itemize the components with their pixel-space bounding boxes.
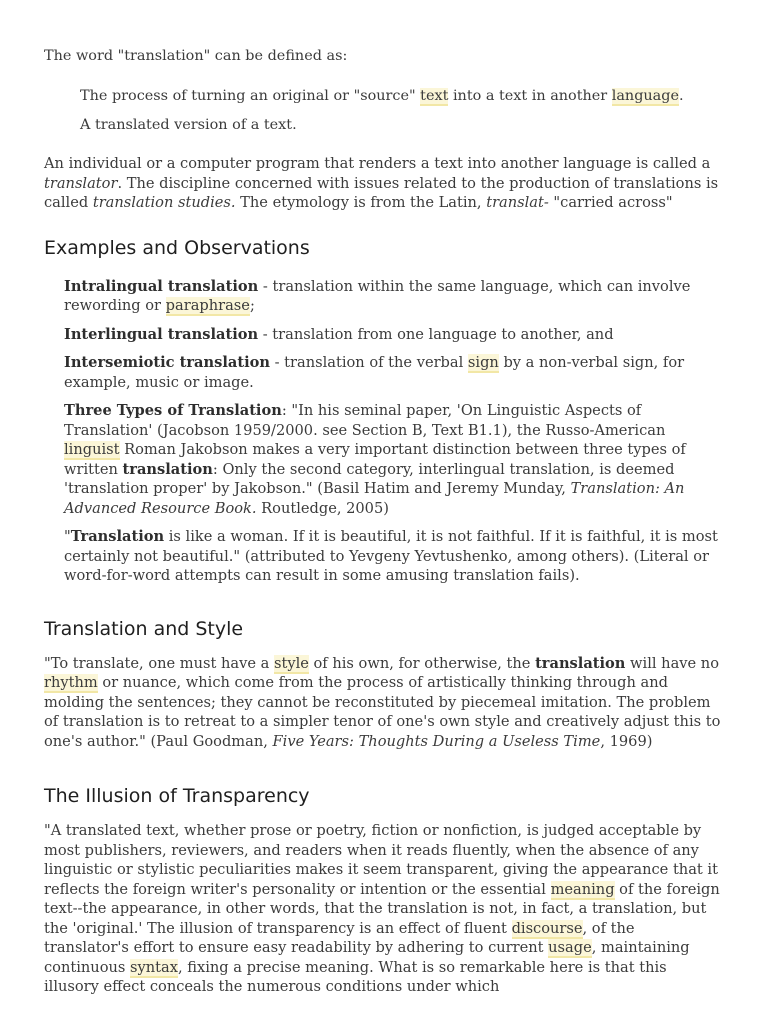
translator-paragraph — [44, 154, 724, 213]
definition-version: A translated version of a text. — [80, 117, 297, 133]
definition-process-text-a: The process of turning an original or "source" — [80, 88, 421, 104]
illusion-paragraph-text-e: , fixing a precise meaning. What is so remarkable here is that this illusory effect conceals the numerous conditions under which — [44, 958, 667, 995]
illusion-paragraph — [44, 821, 724, 997]
illusion-paragraph-text-a: "A translated text, whether prose or poetry, fiction or nonfiction, is judged acceptable by most publishers, reviewers, and readers when it reads fluently, when the absence of any linguistic or stylistic peculiarities makes it seem transparent, giving the appearance that it reflects the foreign writer's personality or intention or the essential — [44, 822, 718, 898]
link-discourse[interactable]: discourse — [511, 919, 583, 937]
illusion-paragraph-text-c: , of the translator's effort to ensure easy readability by adhering to current — [44, 919, 635, 956]
heading-illusion-transparency: The Illusion of Transparency — [44, 785, 310, 807]
translator-paragraph-text-d: "carried across" — [548, 194, 673, 211]
style-paragraph-text-b: of his own, for otherwise, the — [308, 654, 536, 672]
term-intralingual: Intralingual translation — [64, 277, 259, 295]
definition-process-text-b: into a text in another — [448, 88, 612, 104]
term-translation-studies: translation studies. — [92, 194, 236, 211]
term-intersemiotic: Intersemiotic translation — [64, 354, 270, 371]
link-syntax[interactable]: syntax — [130, 958, 178, 976]
link-text[interactable]: text — [420, 88, 449, 104]
link-sign[interactable]: sign — [467, 354, 499, 371]
term-translation: translation — [122, 460, 213, 478]
citation-book: Translation: An Advanced Resource Book. — [64, 480, 685, 517]
link-linguist[interactable]: linguist — [64, 441, 120, 458]
list-item-text-c: : Only the second category, interlingual translation, is deemed 'translation proper' by Jakobson." (Basil Hatim and Jeremy Munday, — [64, 460, 675, 497]
style-paragraph — [44, 654, 724, 752]
link-rhythm[interactable]: rhythm — [44, 674, 98, 691]
illusion-paragraph-text-d: , maintaining continuous — [44, 939, 690, 976]
list-item — [64, 401, 724, 518]
list-item — [64, 325, 724, 345]
list-item-text-a: : "In his seminal paper, 'On Linguistic Aspects of Translation' (Jacobson 1959/2000. see Section B, Text B1.1), the Russo-American — [64, 402, 666, 439]
style-paragraph-text-d: or nuance, which come from the process of artistically thinking through and molding the sentences; they cannot be reconstituted by piecemeal imitation. The problem of translation is to retreat to a simpler tenor of one's own style and creatively adjust this to one's author." (Paul Goodman, — [44, 674, 721, 750]
translator-paragraph-text-a: An individual or a computer program that renders a text into another language is called a — [44, 155, 711, 172]
term-interlingual: Interlingual translation — [64, 325, 259, 343]
definition-process — [44, 87, 724, 106]
translator-paragraph-text-b: . The discipline concerned with issues related to the production of translations is called — [44, 174, 719, 211]
list-item — [64, 527, 724, 586]
style-paragraph-text-c: will have no — [625, 654, 719, 672]
link-meaning[interactable]: meaning — [550, 880, 615, 898]
link-paraphrase[interactable]: paraphrase — [165, 297, 250, 314]
list-item-text-a: - translation from one language to another, and — [258, 325, 614, 343]
list-item-text-b: ; — [249, 297, 255, 314]
list-item-text-b: Roman Jakobson makes a very important distinction between three types of written — [64, 441, 686, 478]
term-translation-style: translation — [535, 654, 626, 672]
heading-translation-style: Translation and Style — [44, 617, 244, 640]
list-item-text-d: Routledge, 2005) — [256, 499, 389, 517]
list-item-text-a: - translation of the verbal — [269, 354, 468, 371]
term-three-types: Three Types of Translation — [64, 402, 282, 419]
open-quote: " — [64, 528, 71, 545]
term-translator: translator — [44, 174, 118, 192]
link-usage[interactable]: usage — [548, 939, 592, 956]
style-paragraph-text-a: "To translate, one must have a — [44, 654, 274, 672]
translator-paragraph-text-c: The etymology is from the Latin, — [235, 194, 487, 211]
illusion-paragraph-text-b: of the foreign text--the appearance, in other words, that the translation is not, in fact, a translation, but the 'original.' The illusion of transparency is an effect of fluent — [44, 880, 720, 937]
list-item — [64, 353, 724, 392]
list-item-text-b: by a non-verbal sign, for example, music or image. — [64, 354, 685, 391]
style-paragraph-text-e: , 1969) — [600, 732, 653, 750]
examples-list — [44, 277, 724, 586]
link-style[interactable]: style — [273, 654, 309, 672]
list-item-text-a: is like a woman. If it is beautiful, it is not faithful. If it is faithful, it is most certainly not beautiful." (attributed to Yevgeny Yevtushenko, among others). (Literal or word-for-word attempts can result in some amusing translation fails). — [64, 528, 718, 584]
list-item-text-a: - translation within the same language, which can involve rewording or — [64, 277, 691, 314]
list-item — [64, 277, 724, 316]
definition-process-text-c: . — [679, 88, 684, 104]
term-translat: translat- — [486, 194, 549, 211]
heading-examples: Examples and Observations — [44, 236, 310, 259]
link-language[interactable]: language — [611, 88, 679, 104]
intro-lead: The word "translation" can be defined as: — [44, 48, 348, 64]
term-translation-quote: Translation — [70, 528, 165, 545]
citation-five-years: Five Years: Thoughts During a Useless Time — [272, 732, 601, 750]
